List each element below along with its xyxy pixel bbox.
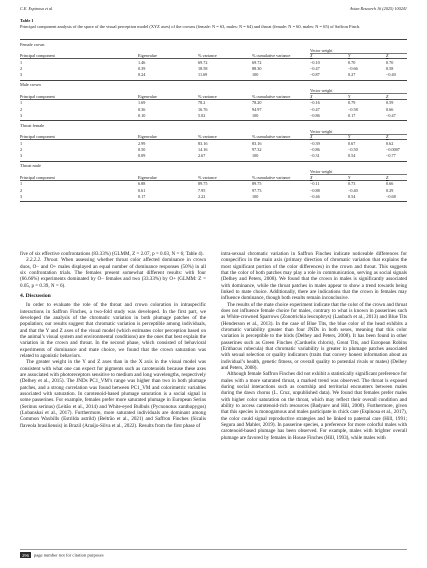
table-header-cell: % cumulative variance [252,174,291,180]
table-header-cell: Eigenvalue [138,53,157,58]
vector-weight-rule [310,174,407,175]
table-cell: 2 [20,106,23,112]
table-caption [20,18,407,29]
table-group [20,80,407,119]
table-cell: −0.0007 [386,147,400,153]
table-cell: 3 [20,72,23,78]
table-cell: 0.66 [386,106,394,112]
table-cell: −0.88 [310,187,320,193]
table-cell: 5.02 [198,112,206,118]
table-cell: 2.67 [198,153,206,159]
table-cell: 2.99 [138,140,146,146]
table-header-cell: % variance [198,53,217,58]
table-cell: −0.40 [348,187,358,193]
axis-header: X [310,53,313,58]
table-header-cell: Eigenvalue [138,93,157,99]
table-cell: −0.58 [348,106,358,112]
table-row [20,71,407,77]
table-cell: −0.86 [310,147,320,153]
table-cell: 0.09 [138,153,146,159]
table-header-cell: Eigenvalue [138,134,157,140]
table-cell: −0.50 [348,147,358,153]
table-bottom-rule [20,201,407,202]
table-cell: 0.66 [386,181,394,187]
table-cell: 0.36 [138,106,146,112]
table-group [20,161,407,200]
paragraph: In order to evaluate the role of the throat and crown coloration in intraspecific interactions in Saffron Finches, a two-fold study was developed. In the first part, we developed the analysis of the chromatic variation in both plumage patches of the population; our results suggest that chromatic variation is perceptible among individuals, and that the Y and Z axes of the visual model (which estimates color perception based on the animal’s visual system and environmental conditions) are the ones that best explain the variation in the crown and throat. In the second phase, which consisted of behavioral experiments of dominance and mate choice, we found that the crown saturation was related to agonistic behaviors. [20,302,206,359]
pca-table [20,37,407,202]
table-cell: 0.17 [348,112,356,118]
table-group [20,120,407,159]
table-group-title: Throat female [20,122,45,128]
table-cell: −0.40 [386,72,396,78]
table-cell: 0.17 [138,193,146,199]
table-cell: 0.79 [348,100,356,106]
table-cell: 11.69 [198,72,208,78]
table-cell: −0.86 [310,112,320,118]
table-group-title: Female crown [20,41,45,47]
table-cell: 0.59 [386,100,394,106]
table-cell: −0.16 [310,100,320,106]
table-header-cell: % cumulative variance [252,53,291,58]
table-cell: 0.50 [138,147,146,153]
table-cell: 1.69 [138,100,146,106]
table-cell: 100 [252,112,259,118]
table-cell: 0.54 [348,193,356,199]
table-cell: 1 [20,100,23,106]
header-journal: Avian Research 16 (2025) 100241 [349,6,407,11]
body-columns [20,251,407,544]
table-header-cell: Principal component [20,174,55,180]
table-cell: 0.73 [348,181,356,187]
right-column [221,251,407,441]
vector-weight-rule [310,53,407,54]
table-cell: −0.47 [310,106,320,112]
table-cell: 0.62 [386,140,394,146]
vector-weight-header: Vector weight [310,88,333,94]
table-cell: 0.70 [386,59,394,65]
page-footer [20,552,104,558]
vector-weight-header: Vector weight [310,128,333,134]
table-cell: −0.77 [386,153,396,159]
table-cell: 3 [20,153,23,159]
table-cell: 1 [20,59,23,65]
table-cell: 0.24 [138,72,146,78]
table-cell: 0.29 [386,187,394,193]
table-cell: 83.16 [252,140,262,146]
table-row [20,112,407,118]
table-cell: 0.54 [348,153,356,159]
table-group [20,39,407,78]
table-cell: 7.95 [198,187,206,193]
table-cell: 14.16 [198,147,208,153]
table-cell: 89.75 [198,181,208,187]
table-cell: 83.16 [198,140,208,146]
table-cell: −0.87 [310,72,320,78]
table-cell: 0.10 [138,112,146,118]
table-header-cell: Principal component [20,93,55,99]
table-cell: 94.97 [252,106,262,112]
table-cell: −0.11 [310,181,320,187]
table-cell: 2 [20,147,23,153]
table-cell: 97.32 [252,147,262,153]
table-cell: 16.76 [198,106,208,112]
table-cell: 100 [252,193,259,199]
table-cell: 0.39 [138,65,146,71]
axis-header: Y [348,174,351,180]
table-group-title: Throat male [20,163,41,169]
table-cell: 3 [20,112,23,118]
table-header-row [20,169,407,181]
axis-header: Z [386,134,389,140]
table-cell: 0.61 [138,187,146,193]
table-cell: −0.66 [348,65,358,71]
axis-header: Y [348,93,351,99]
vector-weight-header: Vector weight [310,47,333,53]
table-cell: 69.72 [252,59,262,65]
table-cell: 100 [252,72,259,78]
paragraph-text: When assessing whether throat color affected dominance in crown duos, O− and O+ males displayed an equal number of dominance responses (50%) in all six confrontation trials. The females present somewhat different results: with four (66.66%) experiments dominated by O− females and two (33.33%) by O+ (GLMM: Z = 0.05, p = 0.39, N = 6). [20,257,206,289]
left-column [20,251,206,429]
axis-header: X [310,174,313,180]
paragraph: The greater weight in the Y and Z axes than in the X axis in the visual model was consistent with what one can expect for pigments such as carotenoids because these axes are associated with photoreceptors sensitive to medium and long wavelengths, respectively (Delhey et al., 2015). The JNDs PC1_VM’s range was higher than two in both plumage patches, and a strong correlation was found between PC1_VM and colorimetric variables associated with saturation. In carotenoid-based plumage saturation is a social signal in some passerines. For example, females prefer more saturated plumage in European Serins (Serinus serinus) (Leitão et al., 2014) and White-eyed Bulbuls (Pycnonotus xanthopygos) (Lobanskai et al., 2017). Furthermore, more saturated individuals are dominant among Common Waxbills (Estrilda astrild) (Beltrão et al., 2021) and Saffron Finches (Sicalis flaveola brasiliensis) in Brazil (Araújo-Silva et al., 2022). Results from the first phase of [20,359,206,429]
table-cell: 89.75 [252,181,262,187]
table-header-cell: % variance [198,134,217,140]
table-cell: 97.73 [252,187,262,193]
subsection-heading: 3.2.2.2. Throat. [26,257,59,264]
table-header-cell: Principal component [20,53,55,58]
table-cell: −0.47 [386,112,396,118]
table-caption-text: Principal component analysis of the space of the visual perception model (XYZ axes) of the crowns (female: N = 63, males: N = 64) and throat (female: N = 60, males: N = 65) of Saffron Finch. [20,23,361,29]
table-cell: 78.2 [198,100,206,106]
table-cell: 3 [20,193,23,199]
table-header-cell: % variance [198,93,217,99]
table-cell: 18.58 [198,65,208,71]
table-cell: 0.67 [348,140,356,146]
table-cell: −0.68 [386,193,396,199]
table-cell: 0.27 [348,72,356,78]
axis-header: Y [348,53,351,58]
running-header [20,6,407,15]
table-row [20,193,407,199]
table-cell: 6.88 [138,181,146,187]
table-cell: 2 [20,187,23,193]
table-header-cell: % cumulative variance [252,134,291,140]
vector-weight-header: Vector weight [310,169,333,175]
paragraph: intra-sexual chromatic variation in Saffron Finches indicate noticeable differences for conspecifics in the main axis (primary direction of chromatic variation that explains the most significant portion of the color differences) in the crown and throat. This suggests that the color of both patches may play a role in communication, serving as social signals (Delhey and Peters, 2008). We found that the crown in males is significantly associated with dominance, while the throat patches in males appear to show a trend towards being linked to mate choice. Additionally, there are indications that the crown in females may influence dominance, though both results remain inconclusive. [221,251,407,302]
paragraph: Although female Saffron Finches did not exhibit a statistically significant preference for males with a more saturated throat, a marked trend was observed. The throat is exposed during social interactions such as courtship and territorial encounters between males during the dawn chorus (L. Cruz, unpublished data). We found that females prefer males with higher color saturation on the throat, which may reflect their overall condition and ability to access carotenoid-rich resources (Badyaev and Hill, 2000). Furthermore, given that this species is monogamous and males participate in chick care (Espinosa et al., 2017), the color could signal reproductive strategies and be linked to paternal care (Hill, 1991; Segura and Mahler, 2019). In passerine species, a preference for more colorful males with carotenoid-based plumage has been observed. For example, males with brighter overall plumage are favored by females in House Finches (Hill, 1993), while males with [221,371,407,441]
section-heading-discussion: 4. Discussion [20,292,51,299]
table-label: Table 1 [20,18,34,23]
table-header-row [20,128,407,140]
axis-header: Y [348,134,351,140]
paragraph-throat [20,257,206,289]
table-group-title: Male crown [20,82,41,88]
table-cell: 2.22 [198,193,206,199]
table-cell: −0.39 [310,140,320,146]
table-header-cell: Eigenvalue [138,174,157,180]
axis-header: Z [386,53,389,58]
table-cell: 100 [252,153,259,159]
table-cell: −0.31 [310,153,320,159]
table-row [20,153,407,159]
table-cell: 1.46 [138,59,146,65]
table-header-cell: Principal component [20,134,55,140]
page-number: 296 [22,552,29,558]
header-authors: C.E. Espinosa et al. [20,6,54,11]
table-cell: 1 [20,181,23,187]
table-cell: −0.46 [310,193,320,199]
table-cell: 0.58 [386,65,394,71]
table-cell: −0.47 [310,65,320,71]
paragraph: five of six effective confrontations (83.33%) (GLMM, Z = 2.07, p = 0.03, N = 6; Table 4). [20,251,204,257]
table-header-row [20,88,407,100]
paragraph: The results of the mate choice experiment indicate that the color of the crown and throat does not influence female choice for males, contrary to what is known in passerines such as White-crowned Sparrows (Zonotrichia leucophrys) (Laubach et al., 2013) and Blue Tits (Henderson et al., 2013). In the case of Blue Tits, the blue color of the head exhibits a chromatic variability greater than four JNDs in both sexes, meaning that this color variation is perceptible to the birds (Delhey and Peters, 2008). It has been found in other passerines such as Green Finches (Carduelis chloris), Great Tits, and European Robins (Erithacus rubecula) that chromatic variability is greater in plumage patches associated with sexual selection or quality indicators (traits that convey honest information about an individual’s health, genetic fitness, or overall quality to potential rivals or mates) (Delhey and Peters, 2008). [221,301,407,371]
table-header-row [20,47,407,59]
table-cell: 0.70 [348,59,356,65]
vector-weight-rule [310,93,407,94]
footer-note: page number not for citation purposes [33,552,104,558]
table-header-cell: % variance [198,174,217,180]
table-header-cell: % cumulative variance [252,93,291,99]
table-cell: 1 [20,140,23,146]
vector-weight-rule [310,134,407,135]
axis-header: X [310,93,313,99]
table-cell: 88.30 [252,65,262,71]
axis-header: X [310,134,313,140]
axis-header: Z [386,93,389,99]
table-cell: 78.20 [252,100,262,106]
footer-rule [20,549,407,550]
table-cell: 69.72 [198,59,208,65]
axis-header: Z [386,174,389,180]
table-cell: 2 [20,65,23,71]
table-cell: −0.10 [310,59,320,65]
